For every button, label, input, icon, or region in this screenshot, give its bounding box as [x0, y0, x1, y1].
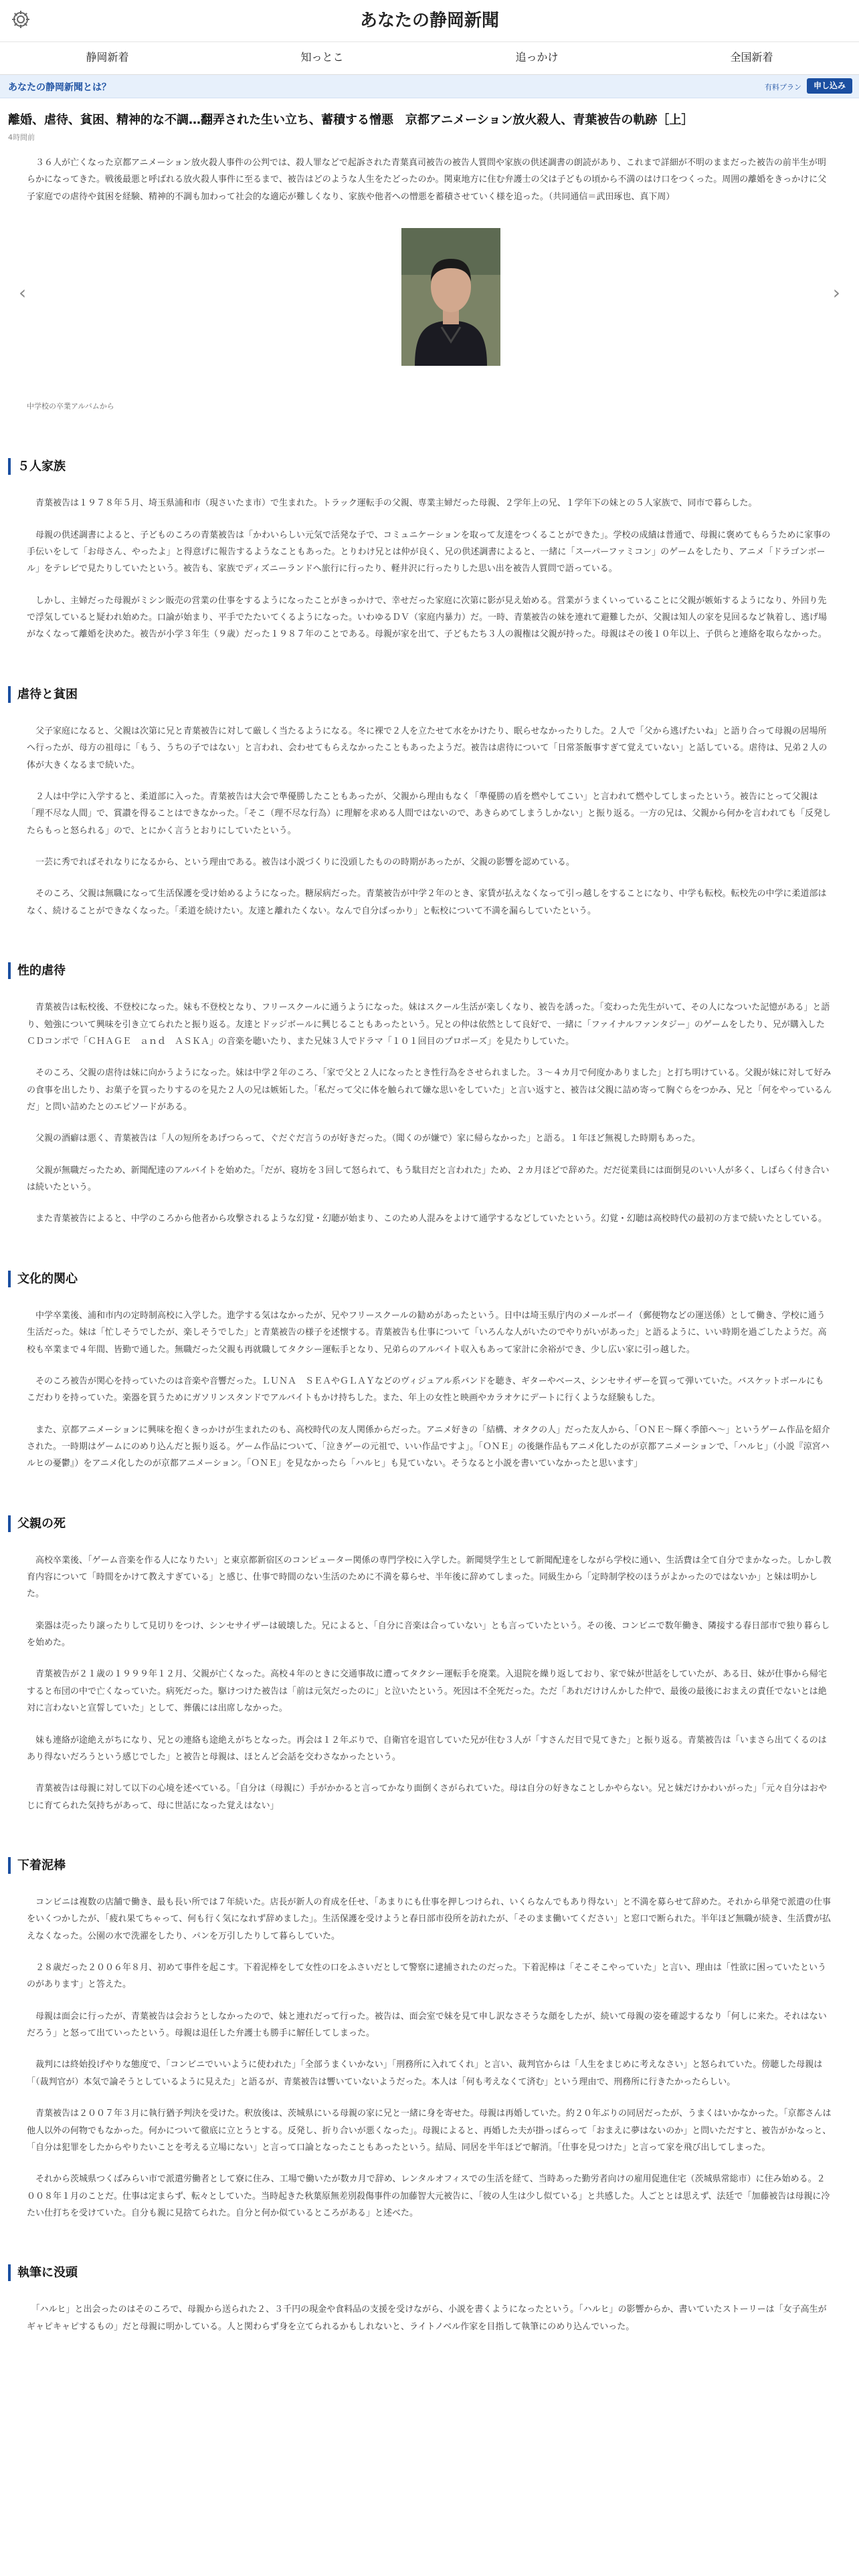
paragraph: そのころ被告が関心を持っていたのは音楽や音響だった。ＬＵＮＡ ＳＥＡやＧＬＡＹなどのヴィジュアル系バンドを聴き、ギターやベース、シンセサイザーを買って弾いていた。バスケットボールにもこだわりを持っていた。楽器を買うためにガソリンスタンドでアルバイトもかけ持ちした。また、年上の女性と映画やカラオケにデートに行くような経験もした。: [27, 1376, 824, 1404]
paragraph: コンビニは複数の店舗で働き、最も長い所では７年続いた。店長が新人の育成を任せ、「あまりにも仕事を押しつけられ、いくらなんでもあり得ない」と不満を募らせて辞めた。それから単発で派遣の仕事をいくつかしたが、「疲れ果てちゃって、何も行く気になれず辞めました」。生活保護を受けようと春日部市役所を訪れたが、「そのまま働いてください」と窓口で断られた。半年ほど無職が続き、生活費が払えなくなった。公園の水で洗濯をしたり、パンを万引したりして暮らしていた。: [27, 1897, 831, 1941]
paragraph: 青葉被告は１９７８年５月、埼玉県浦和市（現さいたま市）で生まれた。トラック運転手の父親、専業主婦だった母親、２学年上の兄、１学年下の妹との５人家族で、同市で暮らした。: [27, 498, 757, 509]
paragraph: そのころ、父親は無職になって生活保護を受け始めるようになった。糖尿病だった。青葉被告が中学２年のとき、家賃が払えなくなって引っ越しをすることになり、中学も転校。転校先の中学に柔道部はなく、続けることができなくなった。「柔道を続けたい。友達と離れたくない。なんで自分ばっかり」と転校について不満を漏らしていたという。: [27, 889, 827, 916]
paragraph: ２人は中学に入学すると、柔道部に入った。青葉被告は大会で準優勝したこともあったが、父親から理由もなく「準優勝の盾を燃やしてこい」と言われて燃やしてしまったという。被告にとって父親は「理不尽な人間」で、賞讃を得ることはできなかった。「そこ（理不尽な行為）に理解を求める人間ではないので、あきらめてしまうしかない」と振り返る。一方の兄は、父親から何かを言われても「反発したらもっと怒られる」ので、とにかく言うとおりにしていたという。: [27, 791, 831, 836]
paragraph: また、京都アニメーションに興味を抱くきっかけが生まれたのも、高校時代の友人関係からだった。アニメ好きの「結構、オタクの人」だった友人から、「ＯＮＥ〜輝く季節へ〜」というゲーム作品を紹介された。一時期はゲームにのめり込んだと振り返る。ゲーム作品について、「泣きゲーの元祖で、いい作品ですよ」。「ＯＮＥ」の後継作品もアニメ化したのが京都アニメーションで、「ハルヒ」（小説『涼宮ハルヒの憂鬱』）をアニメ化したのが京都アニメーション。「ＯＮＥ」を見なかったら「ハルヒ」も見ていない。そうなると小説を書いていなかったと思います」: [27, 1424, 830, 1469]
header: [0, 0, 859, 42]
paid-plan-label: 有料プラン: [765, 83, 801, 92]
tab-okkake[interactable]: 追っかけ: [515, 51, 559, 64]
section-heading: 文化的関心: [8, 1271, 851, 1287]
section-heading: 性的虐待: [8, 962, 851, 979]
paragraph: 青葉被告が２１歳の１９９９年１２月、父親が亡くなった。高校４年のときに交通事故に遭ってタクシー運転手を廃業。入退院を繰り返しており、家で妹が世話をしていたが、ある日、妹が仕事から帰宅すると布団の中で亡くなっていた。病死だった。駆けつけた被告は「前は元気だったのに」と泣いたという。死因は不全死だった。ただ「あれだけけんかした仲で、最後の最後におまえの責任でないとは絶対に言わないと宣誓していた」として、葬儀には出席しなかった。: [27, 1669, 828, 1714]
paragraph: 中学卒業後、浦和市内の定時制高校に入学した。進学する気はなかったが、兄やフリースクールの勧めがあったという。日中は埼玉県庁内のメールボーイ（郵便物などの運送係）として働き、学校に通う生活だった。妹は「忙しそうでしたが、楽しそうでした」と青葉被告の様子を述懐する。青葉被告も仕事について「いろんな人がいたのでやりがいがあった」と語るように、いい時期を過ごしたようだ。高校も卒業まで４年間、皆勤で通した。無職だった父親も再就職してタクシー運転手となり、兄弟らのアルバイト収入もあって家計に余裕ができ、少し広い家に引っ越した。: [27, 1310, 827, 1355]
section-heading: ５人家族: [8, 458, 851, 475]
tab-national-new[interactable]: 全国新着: [730, 51, 773, 64]
paragraph: 裁判には終始投げやりな態度で、「コンビニでいいように使われた」「全部うまくいかない」「刑務所に入れてくれ」と言い、裁判官からは「人生をまじめに考えなさい」と怒られていた。傍聴した母親は「（裁判官が）本気で論そうとしているように見えた」と語るが、青葉被告は響いていないようだった。本人は「何も考えなくて済む」という理由で、刑務所に行きたかったらしい。: [27, 2060, 823, 2087]
section-heading: 虐待と貧困: [8, 686, 851, 703]
paragraph: そのころ、父親の虐待は妹に向かうようになった。妹は中学２年のころ、「家で父と２人になったとき性行為をさせられました。３〜４カ月で何度かありました」と打ち明けている。父親が妹に対して好みの食事を出したり、お菓子を買ったりするのを見た２人の兄は嫉妬した。「私だって父に体を触られて嫌な思いをしていた」と言い返すと、被告は父親に詰め寄って胸ぐらをつかみ、兄と「何をやっているんだ」と問い詰めたとのエピソードがある。: [27, 1068, 832, 1112]
paragraph: 青葉被告は転校後、不登校になった。妹も不登校となり、フリースクールに通うようになった。妹はスクール生活が楽しくなり、被告を誘った。「変わった先生がいて、その人になついた記憶がある」と語り、勉強について興味を引き立てられたと振り返る。友達とドッジボールに興じることもあったという。兄との仲は依然として良好で、一緒に「ファイナルファンタジー」のゲームをしたり、兄が購入したＣＤコンポで「ＣＨＡＧＥ ａｎｄ ＡＳＫＡ」の音楽を聴いたり、また兄妹３人でドラマ「１０１回目のプロポーズ」を見たりしていた。: [27, 1002, 830, 1047]
promo-link[interactable]: あなたの静岡新聞とは？: [8, 82, 111, 93]
photo-caption: 中学校の卒業アルバムから: [27, 402, 114, 411]
chevron-left-icon[interactable]: ‹: [19, 282, 27, 304]
article-date: 4時間前: [8, 133, 35, 142]
gear-icon[interactable]: [9, 8, 32, 31]
paragraph: それから茨城県つくばみらい市で派遣労働者として寮に住み、工場で働いたが数カ月で辞め、レンタルオフィスでの生活を経て、当時あった勤労者向けの雇用促進住宅（茨城県常総市）に住み始める。２００８年１月のことだ。仕事は定まらず、転々としていた。当時起きた秋葉原無差別殺傷事件の加藤智大元被告に、「彼の人生は少し似ている」と共感した。人ごととは思えず、法廷で「加藤被告は母親に冷たい仕打ちを受けていた。自分も親に見捨てられた。自分と何か似ているところがある」と述べた。: [27, 2174, 830, 2218]
paragraph: 母親は面会に行ったが、青葉被告は会おうとしなかったので、妹と連れだって行った。被告は、面会室で妹を見て申し訳なさそうな顔をしたが、続いて母親の姿を確認するなり「何しに来た。それはないだろう」と怒って出ていったという。母親は退任した弁護士も勝手に解任してしまった。: [27, 2011, 827, 2039]
paragraph: 青葉被告は２００７年３月に執行猶予判決を受けた。釈放後は、茨城県にいる母親の家に兄と一緒に身を寄せた。母親は再婚していた。約２０年ぶりの同居だったが、うまくはいかなかった。「京都さんは他人以外の何物でもなかった。何かについて徹底に立とうとする。反発し、折り合いが悪くなった」。母親によると、再婚した夫が掛っぱらって「おまえに夢はないのか」と問いただすと、被告がかなっと、「自分は犯罪をしたからやりたいことを考える立場にない」と言って口論となったこともあったという。結局、同居を半年ほどで解消。「仕事を見つけた」と言って家を飛び出してしまった。: [27, 2109, 832, 2153]
paragraph: 母親の供述調書によると、子どものころの青葉被告は「かわいらしい元気で活発な子で、コミュニケーションを取って友達をつくることができた」。学校の成績は普通で、母親に褒めてもらうために家事の手伝いをして「お母さん、やったよ」と得意げに報告するようなこともあった。とりわけ兄とは仲が良く、兄の供述調書によると、一緒に「スーパーファミコン」のゲームをしたり、アニメ「ドラゴンボール」をテレビで見たりしていたという。被告も、家族でディズニーランドへ旅行に行ったり、軽井沢に行ったりした思い出を被告人質問で語っている。: [27, 530, 831, 574]
promo-banner: [0, 75, 859, 98]
article: [0, 112, 859, 2335]
section-heading: 執筆に没頭: [8, 2264, 851, 2281]
subscribe-button[interactable]: 申し込み: [807, 78, 852, 94]
chevron-right-icon[interactable]: ›: [832, 282, 840, 304]
article-lead: ３６人が亡くなった京都アニメーション放火殺人事件の公判では、殺人罪などで起訴された青葉真司被告の被告人質問や家族の供述調書の朗読があり、これまで詳細が不明のままだった被告の前半生が明らかになってきた。戦後最悪と呼ばれる放火殺人事件に至るまで、被告はどのような人生をたどったのか。関東地方に住む弁護士の父は子どもの頃から不満のはけ口をつくった。周囲の離婚をきっかけに父子家庭での虐待や貧困を経験、精神的不調も加わって社会的な適応が難しくなり、家族や他者への憎悪を蓄積させていく様を追った。（共同通信＝武田琢也、真下周）: [27, 158, 827, 202]
paragraph: ２８歳だった２００６年８月、初めて事件を起こす。下着泥棒をして女性の口をふさいだとして警察に逮捕されたのだった。下着泥棒は「そこそこやっていた」と言い、理由は「性欲に困っていたというのがあります」と答えた。: [27, 1963, 826, 1990]
paragraph: また青葉被告によると、中学のころから他者から攻撃されるような幻覚・幻聴が始まり、このため人混みをよけて通学するなどしていたという。幻覚・幻聴は高校時代の最初の方まで続いたとしている。: [27, 1214, 828, 1224]
photo-carousel: [8, 228, 851, 395]
paragraph: 妹も連絡が途絶えがちになり、兄との連絡も途絶えがちとなった。再会は１２年ぶりで、自衛官を退官していた兄が住む３人が「すさんだ目で見てきた」と振り返る。青葉被告は「いまさら出てくるのはあり得ないだろうという感じでした」と被告と母親は、ほとんど会話を交わさなかったという。: [27, 1735, 827, 1762]
article-title: 離婚、虐待、貧困、精神的な不調…翻弄された生い立ち、蓄積する憎悪 京都アニメーション放火殺人、青葉被告の軌跡［上］: [8, 113, 694, 127]
paragraph: 一芸に秀でればそれなりになるから、という理由である。被告は小説づくりに没頭したものの時期があったが、父親の影響を認めている。: [27, 857, 575, 867]
tab-shizuoka-new[interactable]: 静岡新着: [86, 51, 129, 64]
section-heading: 父親の死: [8, 1515, 851, 1532]
paragraph: 楽器は売ったり譲ったりして見切りをつけ、シンセサイザーは破壊した。兄によると、「自分に音楽は合っていない」とも言っていたという。その後、コンビニで数年働き、隣接する春日部市で独り暮らしを始めた。: [27, 1620, 830, 1648]
student-photo: [401, 228, 500, 366]
tab-shittoko[interactable]: 知っとこ: [300, 51, 344, 64]
paragraph: しかし、主婦だった母親がミシン販売の営業の仕事をするようになったことがきっかけで、幸せだった家庭に次第に影が見え始める。営業がうまくいっていることに父親が嫉妬するようになり、外回り先で浮気していると疑われ始めた。口論が始まり、平手でたたいてくるようになった。いわゆるＤＶ（家庭内暴力）だ。一時、青葉被告の妹を連れて避難したが、父親は知人の家を見回るなど執着し、逃げ場がなくなって離婚を決めた。被告が小学３年生（９歳）だった１９８７年のことである。母親が家を出て、子どもたち３人の親権は父親が持った。母親はその後１０年以上、子供らと連絡を取らなかった。: [27, 595, 828, 640]
paragraph: 父子家庭になると、父親は次第に兄と青葉被告に対して厳しく当たるようになる。冬に裸で２人を立たせて水をかけたり、眠らせなかったりした。２人で「父から逃げたいね」と語り合って母親の居場所へ行ったが、母方の祖母に「もう、うちの子ではない」と言われ、会わせてもらえなかったこともあったようだ。被告は虐待について「日常茶飯事すぎて覚えていない」と話している。虐待は、兄弟２人の体が大きくなるまで続いた。: [27, 726, 828, 770]
paragraph: 「ハルヒ」と出会ったのはそのころで、母親から送られた２、３千円の現金や食料品の支援を受けながら、小説を書くようになったという。「ハルヒ」の影響からか、書いていたストーリーは「女子高生がギャピキャピするもの」だと母親に明かしている。人と関わらず身を立てられるかもしれないと、ライトノベル作家を目指して執筆にのめり込んでいった。: [27, 2304, 827, 2332]
paragraph: 父親の酒癖は悪く、青葉被告は「人の短所をあげつらって、ぐだぐだ言うのが好きだった。（聞くのが嫌で）家に帰らなかった」と語る。１年ほど無視した時期もあった。: [27, 1134, 700, 1144]
paragraph: 父親が無職だったため、新聞配達のアルバイトを始めた。「だが、寝坊を３回して怒られて、もう駄目だと言われた」ため、２カ月ほどで辞めた。だだ従業員には面倒見のいい人が多く、しばらく付き合いは続いたという。: [27, 1165, 830, 1192]
section-heading: 下着泥棒: [8, 1857, 851, 1874]
paragraph: 青葉被告は母親に対して以下の心境を述べている。「自分は（母親に）手がかかると言ってかなり面倒くさがられていた。母は自分の好きなことしかやらない。兄と妹だけかわいがった」「元々自分はおやじに育てられた気持ちがあって、母に世話になった覚えはない」: [27, 1784, 828, 1811]
paragraph: 高校卒業後、「ゲーム音楽を作る人になりたい」と東京都新宿区のコンピューター関係の専門学校に入学した。新聞奨学生として新聞配達をしながら学校に通い、生活費は全て自分でまかなった。しかし教育内容について「時間をかけて教えすぎている」と感じ、仕事で時間のない生活のために不満を募らせ、半年後に辞めてしまった。同級生から「定時制学校のほうがよかったのではないか」と妹は明かした。: [27, 1555, 832, 1600]
site-title[interactable]: あなたの静岡新聞: [359, 11, 499, 31]
section-tabs: [0, 42, 859, 75]
